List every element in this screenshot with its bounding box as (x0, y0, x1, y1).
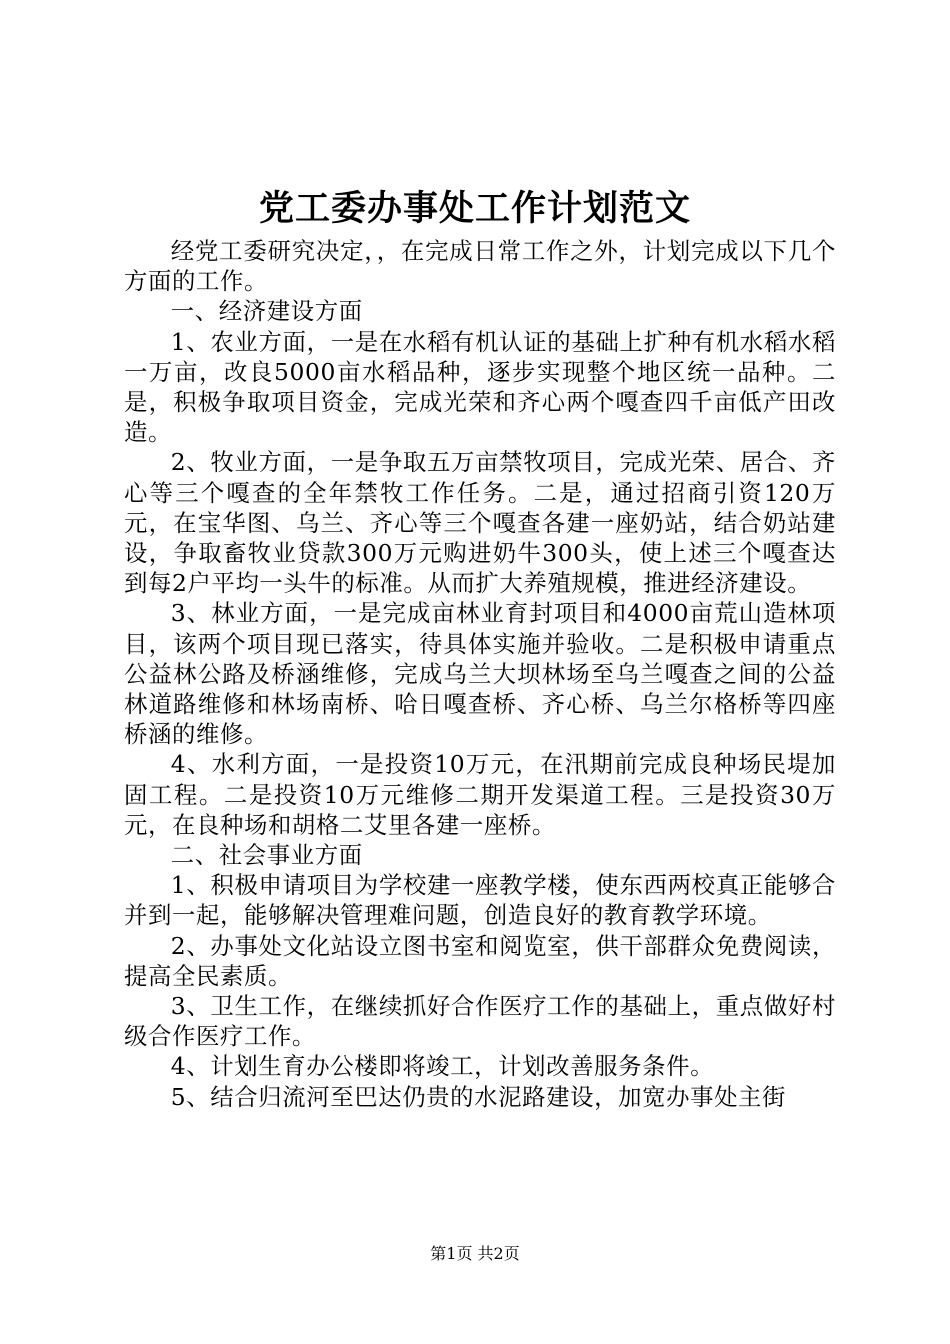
paragraph-water: 4、水利方面，一是投资10万元，在汛期前完成良种场民堤加固工程。二是投资10万元维修二期开发渠道工程。三是投资30万元，在良种场和胡格二艾里各建一座桥。 (124, 750, 836, 839)
paragraph-culture: 2、办事处文化站设立图书室和阅览室，供干部群众免费阅读，提高全民素质。 (124, 931, 836, 990)
paragraph-road: 5、结合归流河至巴达仍贵的水泥路建设，加宽办事处主街 (170, 1082, 787, 1111)
paragraph-family-planning: 4、计划生育办公楼即将竣工，计划改善服务条件。 (170, 1052, 715, 1081)
paragraph-intro: 经党工委研究决定，，在完成日常工作之外，计划完成以下几个方面的工作。 (124, 237, 836, 296)
paragraph-agriculture: 1、农业方面，一是在水稻有机认证的基础上扩种有机水稻水稻一万亩，改良5000亩水稻品种，逐步实现整个地区统一品种。二是，积极争取项目资金，完成光荣和齐心两个嘎查四千亩低产田改造。 (124, 327, 836, 447)
document-body (124, 236, 836, 1112)
paragraph-husbandry: 2、牧业方面，一是争取五万亩禁牧项目，完成光荣、居合、齐心等三个嘎查的全年禁牧工作任务。二是，通过招商引资120万元，在宝华图、乌兰、齐心等三个嘎查各建一座奶站，结合奶站建设，争取畜牧业贷款300万元购进奶牛300头，使上述三个嘎查达到每2户平均一头牛的标准。从而扩大养殖规模，推进经济建设。 (124, 448, 836, 598)
paragraph-forestry: 3、林业方面，一是完成亩林业育封项目和4000亩荒山造林项目，该两个项目现已落实，待具体实施并验收。二是积极申请重点公益林公路及桥涵维修，完成乌兰大坝林场至乌兰嘎查之间的公益林道路维修和林场南桥、哈日嘎查桥、齐心桥、乌兰尔格桥等四座桥涵的维修。 (124, 599, 836, 749)
page-number: 第1页 共2页 (430, 1244, 520, 1263)
section-heading-social: 二、社会事业方面 (170, 841, 363, 870)
document-title: 党工委办事处工作计划范文 (258, 189, 691, 229)
paragraph-education: 1、积极申请项目为学校建一座教学楼，使东西两校真正能够合并到一起，能够解决管理难问题，创造良好的教育教学环境。 (124, 871, 836, 930)
paragraph-health: 3、卫生工作，在继续抓好合作医疗工作的基础上，重点做好村级合作医疗工作。 (124, 992, 836, 1051)
section-heading-economy: 一、经济建设方面 (170, 297, 363, 326)
